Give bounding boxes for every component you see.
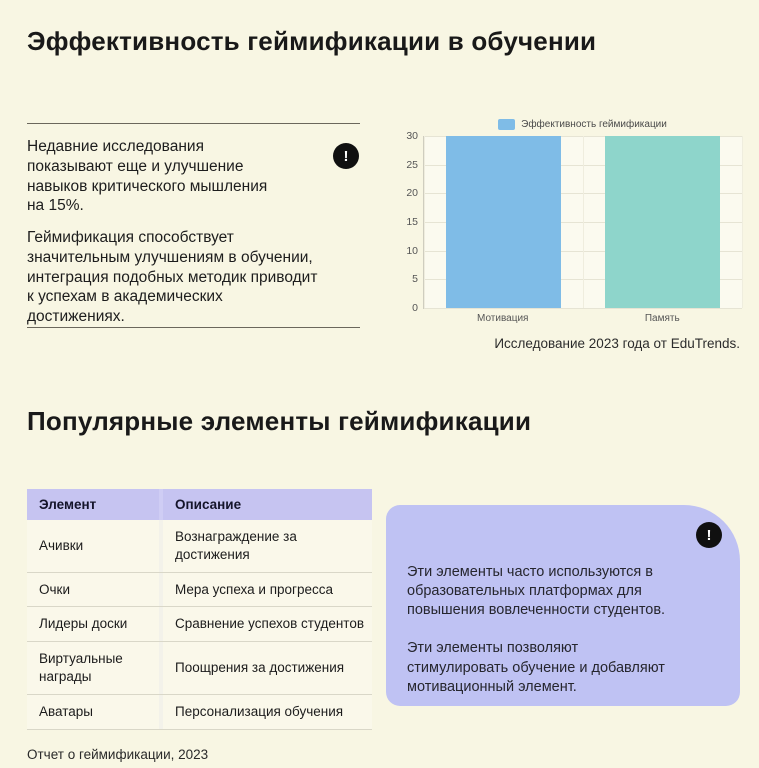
table-row [27, 520, 372, 573]
y-tick-label: 10 [406, 244, 418, 257]
x-tick-label: Память [644, 313, 680, 324]
gridline-vertical [742, 136, 743, 308]
y-tick-label: 20 [406, 187, 418, 200]
bar-chart [395, 118, 742, 327]
exclamation-icon: ! [696, 522, 722, 548]
bar-Память [605, 136, 719, 308]
insight-paragraph-1: Недавние исследования показывают еще и улучшение навыков критического мышления на 15%. [27, 138, 268, 215]
y-tick-label: 15 [406, 216, 418, 228]
table-cell: Мера успеха и прогресса [163, 573, 372, 607]
x-tick-label: Мотивация [477, 313, 529, 324]
table-cell: Персонализация обучения [163, 695, 372, 729]
table-cell: Сравнение успехов студентов [163, 607, 372, 641]
table-cell: Ачивки [27, 520, 159, 572]
table-cell: Аватары [27, 695, 159, 729]
legend-swatch-icon [498, 119, 515, 130]
y-tick-label: 5 [412, 273, 418, 286]
table-cell: Лидеры доски [27, 607, 159, 641]
bar-Мотивация [446, 136, 560, 308]
divider-bottom [27, 327, 360, 328]
table-row [27, 642, 372, 695]
chart-legend [423, 118, 742, 131]
divider-top [27, 123, 360, 124]
section-title: Популярные элементы геймификации [27, 406, 532, 436]
table-row [27, 695, 372, 730]
callout-box [386, 505, 740, 706]
table-body [27, 520, 372, 730]
table-row [27, 573, 372, 608]
insight-paragraph-2: Геймификация способствует значительным улучшениям в обучении, интеграция подобных методик приводит к успехам в академических достижениях. [27, 229, 318, 326]
table-header-cell: Элемент [39, 497, 97, 512]
table-cell: Очки [27, 573, 159, 607]
chart-plot-area [406, 130, 742, 314]
chart-x-axis [423, 309, 742, 327]
table-header-cell: Описание [175, 497, 242, 512]
y-tick-label: 25 [406, 158, 418, 171]
table-cell: Поощрения за достижения [163, 642, 372, 694]
exclamation-icon: ! [333, 143, 359, 169]
table-header-row [27, 489, 372, 520]
page-title: Эффективность геймификации в обучении [27, 26, 597, 56]
table-cell: Вознаграждение за достижения [163, 520, 372, 572]
table-cell: Виртуальные награды [27, 642, 159, 694]
elements-table [27, 489, 372, 730]
table-row [27, 607, 372, 642]
y-tick-label: 30 [406, 130, 418, 142]
footer-note: Отчет о геймификации, 2023 [27, 747, 209, 762]
gridline-vertical [583, 136, 584, 308]
callout-paragraph-2: Эти элементы позволяют стимулировать обучение и добавляют мотивационный элемент. [407, 640, 665, 695]
chart-caption: Исследование 2023 года от EduTrends. [494, 336, 740, 351]
y-tick-label: 0 [412, 302, 418, 314]
legend-label: Эффективность геймификации [521, 119, 667, 130]
callout-paragraph-1: Эти элементы часто используются в образовательных платформах для повышения вовлеченности студентов. [407, 564, 666, 619]
gridline-vertical [424, 136, 425, 308]
